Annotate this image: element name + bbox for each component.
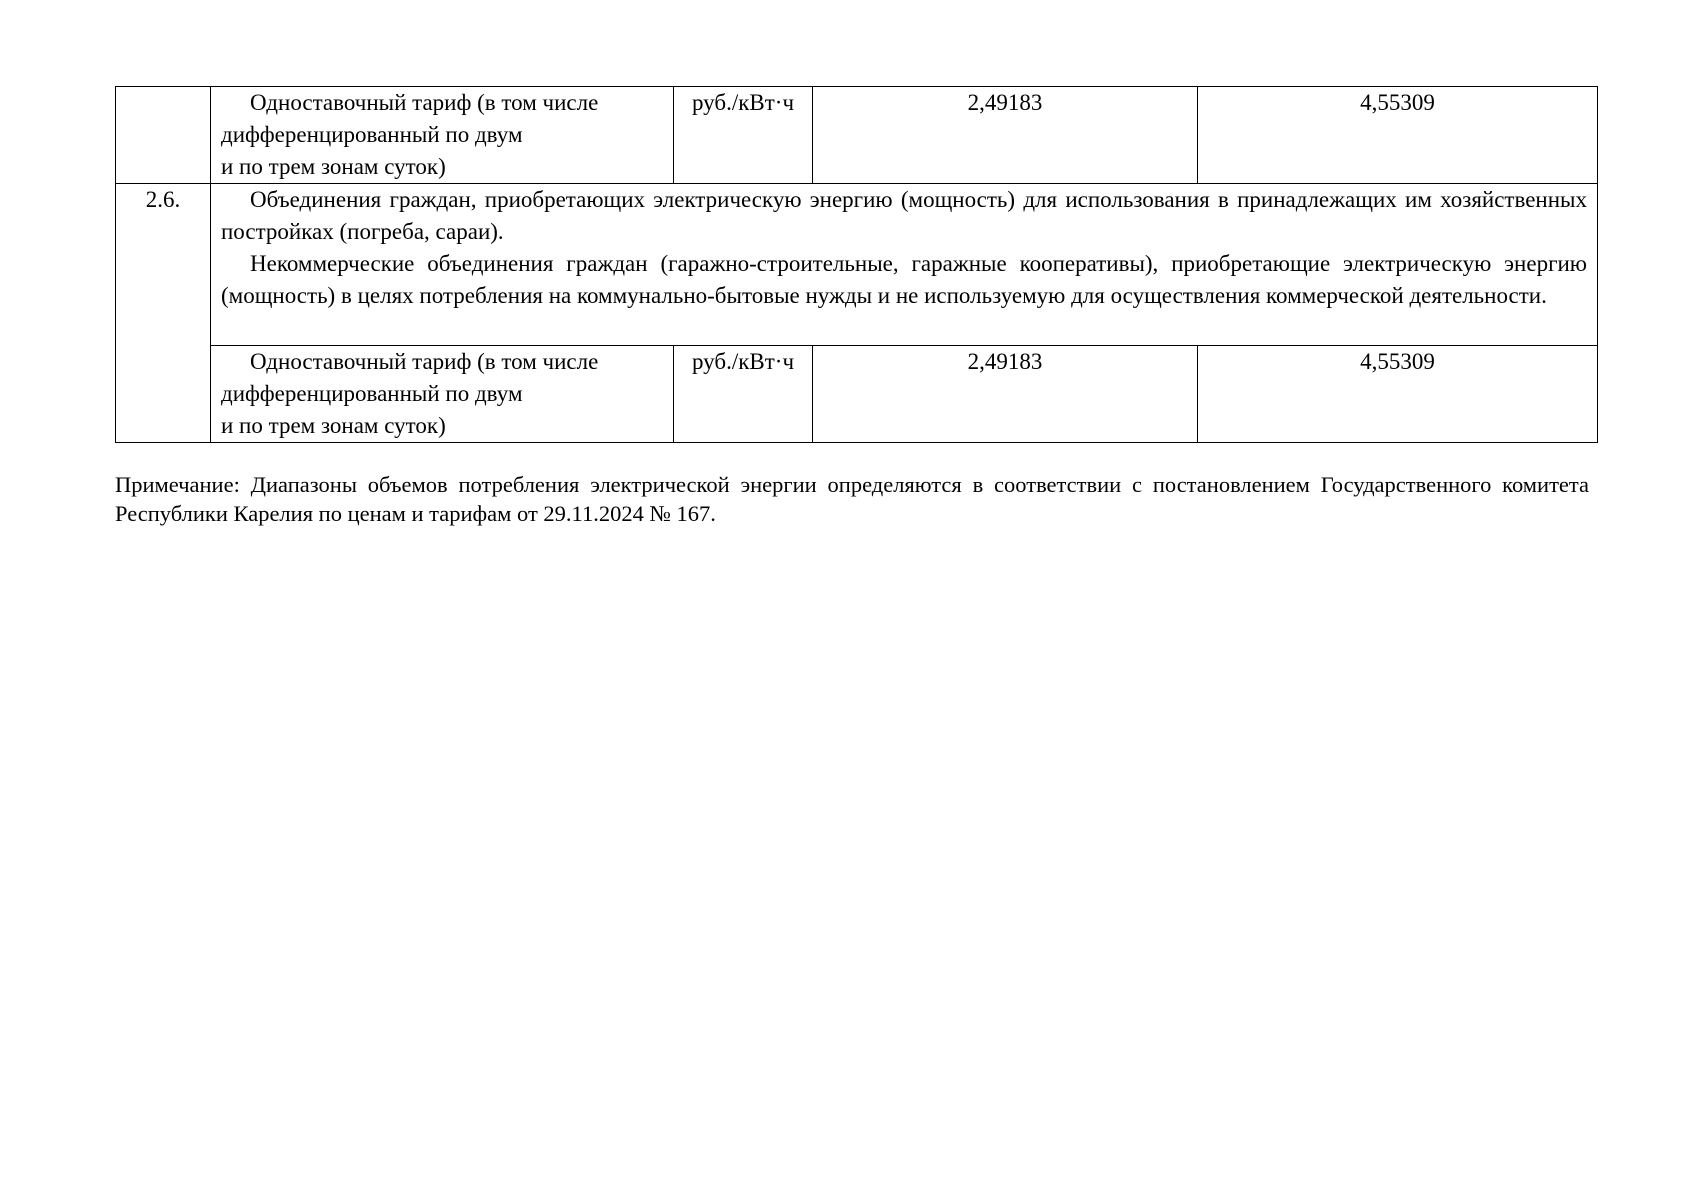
tariff-value-second-half: 4,55309 xyxy=(1198,346,1598,443)
tariff-name-line: дифференцированный по двум xyxy=(221,122,523,147)
unit-cell: руб./кВт·ч xyxy=(674,87,813,184)
tariff-name-line: дифференцированный по двум xyxy=(221,381,523,406)
description-paragraph: Объединения граждан, приобретающих электрическую энергию (мощность) для использования в принадлежащих им хозяйственных постройках (погреба, сараи). xyxy=(221,187,1587,244)
tariff-name-line: и по трем зонам суток) xyxy=(221,154,446,179)
row-number-cell xyxy=(116,87,211,184)
tariff-name-cell xyxy=(211,87,674,184)
table-row xyxy=(116,346,1598,443)
unit-cell: руб./кВт·ч xyxy=(674,346,813,443)
tariff-name-cell xyxy=(211,346,674,443)
table-row xyxy=(116,87,1598,184)
footnote-note: Примечание: Диапазоны объемов потребления электрической энергии определяются в соответствии с постановлением Государственного комитета Республики Карелия по ценам и тарифам от 29.11.2024 № 167. xyxy=(115,472,1589,526)
tariff-name-line: и по трем зонам суток) xyxy=(221,413,446,438)
section-description-cell xyxy=(211,184,1598,346)
tariff-table xyxy=(115,86,1598,443)
description-paragraph: Некоммерческие объединения граждан (гаражно-строительные, гаражные кооперативы), приобретающие электрическую энергию (мощность) в целях потребления на коммунально-бытовые нужды и не используемую для осуществления коммерческой деятельности. xyxy=(221,251,1587,308)
tariff-value-first-half: 2,49183 xyxy=(813,346,1198,443)
tariff-name-line: Одноставочный тариф (в том числе xyxy=(250,90,599,115)
tariff-value-second-half: 4,55309 xyxy=(1198,87,1598,184)
tariff-name-line: Одноставочный тариф (в том числе xyxy=(250,349,599,374)
row-number-cell: 2.6. xyxy=(116,184,211,443)
tariff-value-first-half: 2,49183 xyxy=(813,87,1198,184)
table-row xyxy=(116,184,1598,346)
